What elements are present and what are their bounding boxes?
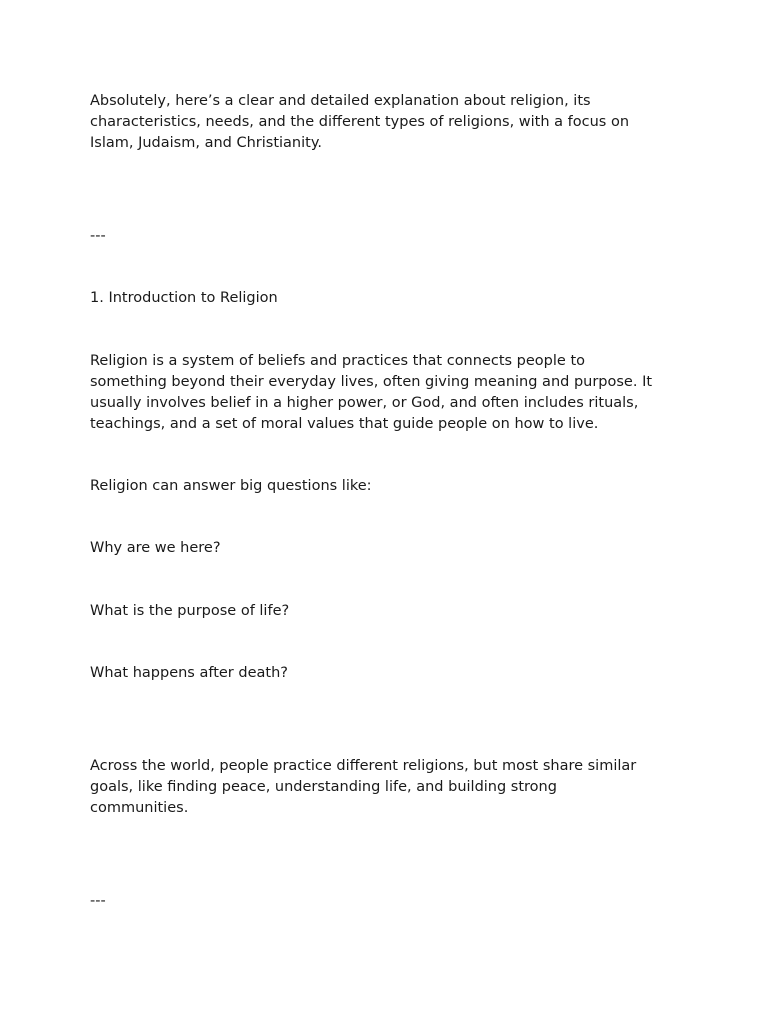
question-item: Why are we here?	[90, 540, 221, 556]
question-item: What happens after death?	[90, 665, 288, 681]
world-line: Across the world, people practice different religions, but most share similar	[90, 758, 637, 774]
intro-line: Absolutely, here’s a clear and detailed explanation about religion, its	[90, 93, 591, 109]
world-paragraph	[90, 756, 690, 819]
definition-line: Religion is a system of beliefs and practices that connects people to	[90, 353, 585, 369]
intro-line: characteristics, needs, and the different types of religions, with a focus on	[90, 114, 630, 130]
separator: ---	[90, 228, 106, 244]
definition-paragraph	[90, 351, 690, 435]
question-item: What is the purpose of life?	[90, 603, 290, 619]
questions-intro: Religion can answer big questions like:	[90, 478, 372, 494]
section-heading: 1. Introduction to Religion	[90, 290, 278, 306]
intro-paragraph	[90, 91, 690, 154]
definition-line: teachings, and a set of moral values that guide people on how to live.	[90, 416, 599, 432]
definition-line: usually involves belief in a higher power, or God, and often includes rituals,	[90, 395, 639, 411]
definition-line: something beyond their everyday lives, often giving meaning and purpose. It	[90, 374, 653, 390]
world-line: communities.	[90, 800, 189, 816]
separator: ---	[90, 893, 106, 909]
world-line: goals, like finding peace, understanding life, and building strong	[90, 779, 557, 795]
intro-line: Islam, Judaism, and Christianity.	[90, 135, 322, 151]
